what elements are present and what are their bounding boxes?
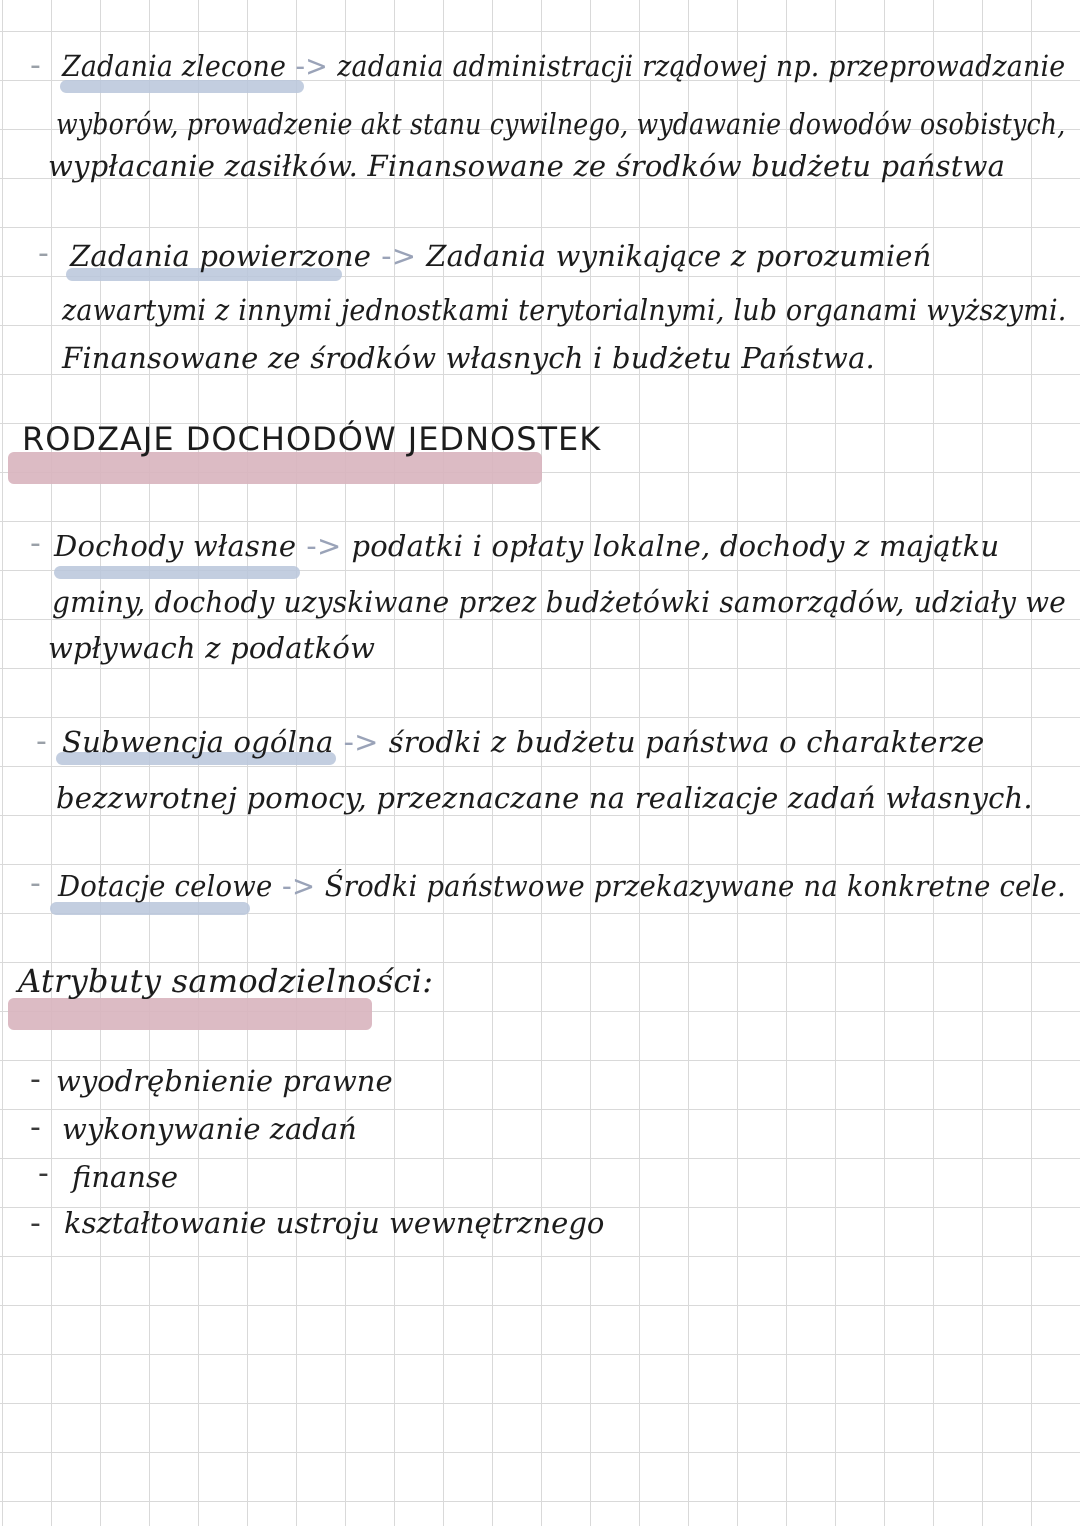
arrow-icon: -> <box>381 239 417 273</box>
arrow-icon: -> <box>306 529 342 563</box>
bullet-dash: - <box>30 1110 41 1145</box>
heading-income-types: RODZAJE DOCHODÓW JEDNOSTEK <box>22 420 602 458</box>
bullet-dash: - <box>30 1206 41 1241</box>
bullet-dash: - <box>30 526 41 561</box>
task-commissioned-line-1 <box>62 48 1065 84</box>
term-zadania-zlecone: Zadania zlecone <box>62 49 287 83</box>
definition-text: Środki państwowe przekazywane na konkretne cele. <box>324 869 1066 903</box>
targeted-grants-line-1 <box>58 868 1066 904</box>
attribute-item: finanse <box>72 1160 179 1194</box>
arrow-icon: -> <box>343 725 379 759</box>
subsidy-line-2: bezzwrotnej pomocy, przeznaczane na realizacje zadań własnych. <box>56 781 1033 815</box>
attribute-item: wyodrębnienie prawne <box>56 1064 393 1098</box>
definition-text: zadania administracji rządowej np. przeprowadzanie <box>337 49 1066 83</box>
term-zadania-powierzone: Zadania powierzone <box>70 239 372 273</box>
term-subwencja-ogolna: Subwencja ogólna <box>62 725 334 759</box>
bullet-dash: - <box>38 236 49 271</box>
bullet-dash: - <box>30 48 41 83</box>
heading-highlight <box>8 998 372 1030</box>
definition-text: środki z budżetu państwa o charakterze <box>388 725 985 759</box>
task-entrusted-line-1 <box>70 238 932 274</box>
definition-text: Zadania wynikające z porozumień <box>426 239 932 273</box>
bullet-dash: - <box>38 1156 49 1191</box>
definition-text: podatki i opłaty lokalne, dochody z majątku <box>351 529 1000 563</box>
subsidy-line-1 <box>62 724 984 760</box>
own-income-line-3: wpływach z podatków <box>48 631 376 665</box>
attribute-item: kształtowanie ustroju wewnętrznego <box>64 1206 605 1240</box>
bullet-dash: - <box>36 724 47 759</box>
own-income-line-2: gminy, dochody uzyskiwane przez budżetówki samorządów, udziały we <box>52 585 1066 619</box>
own-income-line-1 <box>54 528 999 564</box>
attribute-item: wykonywanie zadań <box>62 1112 357 1146</box>
bullet-dash: - <box>30 866 41 901</box>
heading-attributes: Atrybuty samodzielności: <box>18 962 434 1000</box>
task-entrusted-line-3: Finansowane ze środków własnych i budżetu Państwa. <box>62 341 875 375</box>
task-entrusted-line-2: zawartymi z innymi jednostkami terytorialnymi, lub organami wyższymi. <box>62 293 1067 327</box>
arrow-icon: -> <box>281 869 316 903</box>
term-dochody-wlasne: Dochody własne <box>54 529 297 563</box>
bullet-dash: - <box>30 1062 41 1097</box>
arrow-icon: -> <box>295 49 328 83</box>
task-commissioned-line-3: wypłacanie zasiłków. Finansowane ze środków budżetu państwa <box>48 149 1006 183</box>
task-commissioned-line-2: wyborów, prowadzenie akt stanu cywilnego, wydawanie dowodów osobistych, <box>56 107 1066 141</box>
term-highlight <box>54 566 300 579</box>
term-dotacje-celowe: Dotacje celowe <box>58 869 273 903</box>
